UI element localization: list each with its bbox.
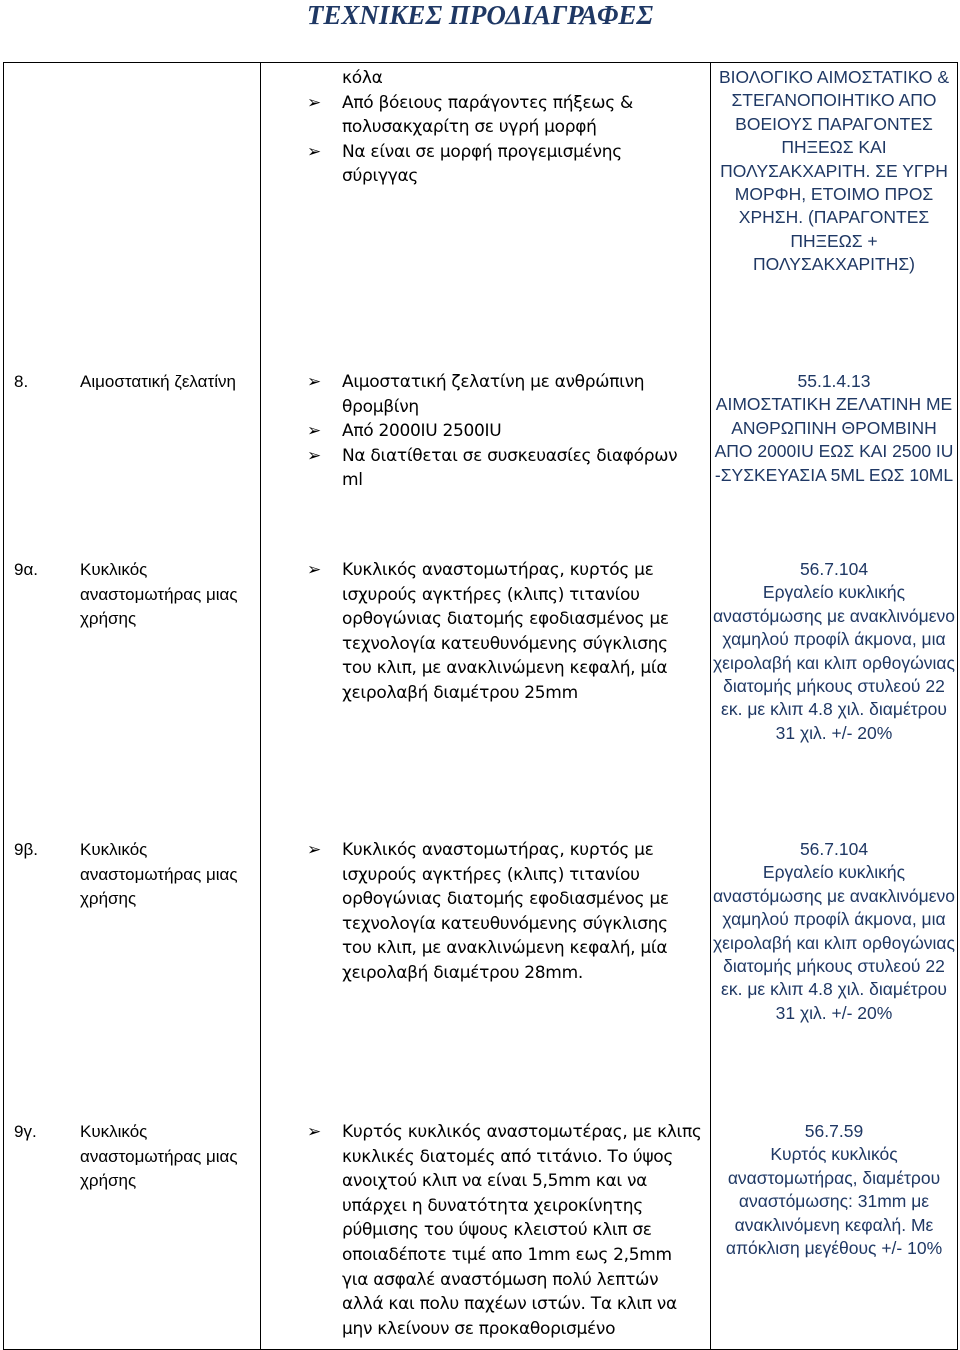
bullet-item: ➢ Να διατίθεται σε συσκευασίες διαφόρων ml bbox=[307, 445, 678, 491]
description-item-9g bbox=[261, 1120, 710, 1341]
spec-text: ΒΙΟΛΟΓΙΚΟ ΑΙΜΟΣΤΑΤΙΚΟ & ΣΤΕΓΑΝΟΠΟΙΗΤΙΚΟ ΑΠΟ ΒΟΕΙΟΥΣ ΠΑΡΑΓΟΝΤΕΣ ΠΗΞΕΩΣ ΚΑΙ ΠΟΛΥΣΑΚΧΑΡΙΤΗ. ΣΕ ΥΓΡΗ ΜΟΡΦΗ, ΕΤΟΙΜΟ ΠΡΟΣ ΧΡΗΣΗ. (ΠΑΡΑΓΟΝΤΕΣ ΠΗΞΕΩΣ + ΠΟΛΥΣΑΚΧΑΡΙΤΗΣ) bbox=[718, 67, 950, 275]
specifications-table bbox=[3, 62, 958, 1350]
bullet-arrow-icon: ➢ bbox=[307, 421, 321, 442]
bullet-item: ➢ Κυρτός κυκλικός αναστομωτέρας, με κλιπς κυκλικές διατομές από τιτάνιο. Το ύψος ανοιχτού κλιπ να είναι 5,5mm και να υπάρχει η δυνατότητα χειροκίνητης ρύθμισης του ύψους κλειστού κλιπ σε οποιαδέποτε τιμέ απο 1mm εως 2,5mm για ασφαλέ αναστόμωση πολύ λεπτών αλλά και πολυ παχέων ιστών. Τα κλιπ να μην κλείνουν σε προκαθορισμένο bbox=[307, 1122, 702, 1339]
spec-code: 56.7.59 bbox=[804, 1121, 864, 1141]
page-title: ΤΕΧΝΙΚΕΣ ΠΡΟΔΙΑΓΡΑΦΕΣ bbox=[306, 0, 654, 30]
spec-text: Κυρτός κυκλικός αναστομωτήρας, διαμέτρου αναστόμωσης: 31mm με ανακλινόμενη κεφαλή. Με απόκλιση μεγέθους +/- 10% bbox=[725, 1144, 943, 1259]
bullet-item: ➢ Κυκλικός αναστομωτήρας, κυρτός με ισχυρούς αγκτήρες (κλιπς) τιτανίου ορθογώνιας διατομής εφοδιασμένος με τεχνολογία κατευθυνόμενης σύγκλισης του κλιπ, με ανακλινώμενη κεφαλή, μία χειρολαβή διαμέτρου 25mm bbox=[307, 560, 669, 703]
spec-item-8 bbox=[711, 370, 957, 487]
item-number: 9γ. bbox=[14, 1122, 37, 1141]
bullet-item: ➢ Από 2000IU 2500IU bbox=[261, 419, 710, 444]
spec-code: 56.7.104 bbox=[799, 839, 869, 859]
item-name: Κυκλικός αναστομωτήρας μιας χρήσης bbox=[80, 1122, 238, 1190]
description-continued bbox=[261, 66, 710, 189]
spec-item-9b bbox=[711, 838, 957, 1025]
item-column bbox=[4, 63, 261, 1350]
bullet-item: ➢ Να είναι σε μορφή προγεμισμένης σύριγγας bbox=[307, 141, 622, 187]
item-number: 9β. bbox=[14, 840, 38, 859]
spec-column bbox=[711, 63, 958, 1350]
item-name: Κυκλικός αναστομωτήρας μιας χρήσης bbox=[80, 560, 238, 628]
bullet-item: ➢ Από βόειους παράγοντες πήξεως & πολυσακχαρίτη σε υγρή μορφή bbox=[307, 92, 633, 138]
item-name: Κυκλικός αναστομωτήρας μιας χρήσης bbox=[80, 840, 238, 908]
bullet-arrow-icon: ➢ bbox=[307, 1122, 321, 1142]
spec-item-9a bbox=[711, 558, 957, 745]
bullet-arrow-icon: ➢ bbox=[307, 445, 321, 466]
bullet-item: ➢ Κυκλικός αναστομωτήρας, κυρτός με ισχυρούς αγκτήρες (κλιπς) τιτανίου ορθογώνιας διατομής εφοδιασμένος με τεχνολογία κατευθυνόμενης σύγκλισης του κλιπ, με ανακλινώμενη κεφαλή, μία χειρολαβή διαμέτρου 28mm. bbox=[307, 840, 669, 983]
spec-code: 55.1.4.13 bbox=[797, 371, 871, 391]
item-number: 9α. bbox=[14, 560, 39, 579]
spec-code: 56.7.104 bbox=[799, 559, 869, 579]
table-row bbox=[4, 63, 958, 1350]
spec-text: ΑΙΜΟΣΤΑΤΙΚΗ ΖΕΛΑΤΙΝΗ ΜΕ ΑΝΘΡΩΠΙΝΗ ΘΡΟΜΒΙΝΗ ΑΠΟ 2000IU ΕΩΣ ΚΑΙ 2500 IU -ΣΥΣΚΕΥΑΣΙΑ 5ML ΕΩΣ 10ML bbox=[714, 394, 954, 485]
bullet-arrow-icon: ➢ bbox=[307, 141, 321, 162]
spec-continued bbox=[711, 66, 957, 277]
item-number: 8. bbox=[14, 372, 29, 391]
bullet-arrow-icon: ➢ bbox=[307, 560, 321, 580]
bullet-item: ➢ Αιμοστατική ζελατίνη με ανθρώπινη θρομβίνη bbox=[307, 372, 645, 417]
bullet-arrow-icon: ➢ bbox=[307, 840, 321, 860]
bullet-arrow-icon: ➢ bbox=[307, 372, 321, 392]
description-item-9b bbox=[261, 838, 710, 986]
spec-text: Εργαλείο κυκλικής αναστόμωσης με ανακλινόμενο χαμηλού προφίλ άκμονα, μια χειρολαβή και κλιπ ορθογώνιας διατομής μήκους στυλεού 22 εκ. με κλιπ 4.8 χιλ. διαμέτρου 31 χιλ. +/- 20% bbox=[713, 862, 955, 1023]
description-item-8 bbox=[261, 370, 710, 493]
spec-text: Εργαλείο κυκλικής αναστόμωσης με ανακλινόμενο χαμηλού προφίλ άκμονα, μια χειρολαβή και κλιπ ορθογώνιας διατομής μήκους στυλεού 22 εκ. με κλιπ 4.8 χιλ. διαμέτρου 31 χιλ. +/- 20% bbox=[713, 582, 955, 743]
description-text: κόλα bbox=[342, 68, 383, 88]
bullet-arrow-icon: ➢ bbox=[307, 92, 321, 113]
description-item-9a bbox=[261, 558, 710, 706]
spec-item-9g bbox=[711, 1120, 957, 1260]
description-column bbox=[261, 63, 711, 1350]
item-name: Αιμοστατική ζελατίνη bbox=[80, 372, 236, 391]
